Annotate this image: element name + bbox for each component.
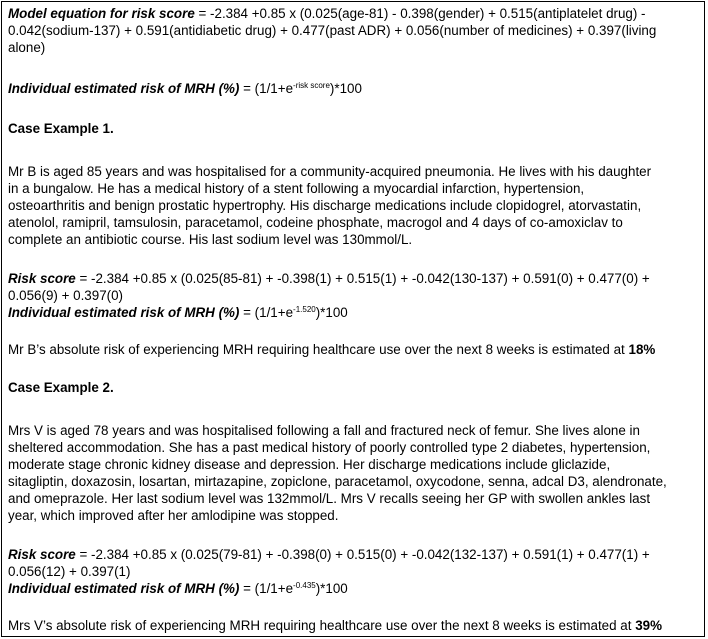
risk-formula-label: Individual estimated risk of MRH (%) — [8, 81, 240, 96]
case1-result-text: Mr B’s absolute risk of experiencing MRH requiring healthcare use over the next 8 weeks is estimated at — [8, 342, 625, 357]
case1-result — [8, 341, 655, 358]
case2-risk-pre: = (1/1+e — [243, 581, 294, 596]
case1-risk-formula — [8, 304, 348, 321]
case1-score-line-2: 0.056(9) + 0.397(0) — [8, 288, 124, 303]
case2-score-text-1: = -2.384 +0.85 x (0.025(79-81) + -0.398(0) + 0.515(0) + -0.042(132-137) + 0.591(1) + 0.477(1) + — [79, 547, 650, 562]
case1-result-value: 18% — [628, 342, 656, 357]
case2-text-line: Mrs V is aged 78 years and was hospitalised following a fall and fractured neck of femur. She lives alone in — [8, 423, 640, 438]
case1-text-line: Mr B is aged 85 years and was hospitalised for a community-acquired pneumonia. He lives with his daughter — [8, 164, 652, 179]
case1-score-text-1: = -2.384 +0.85 x (0.025(85-81) + -0.398(1) + 0.515(1) + -0.042(130-137) + 0.591(0) + 0.477(0) + — [79, 271, 650, 286]
case1-risk-label: Individual estimated risk of MRH (%) — [8, 305, 240, 320]
case2-score-label: Risk score — [8, 547, 76, 562]
case1-risk-post: )*100 — [315, 305, 348, 320]
case2-text-line: and omeprazole. Her last sodium level was 132mmol/L. Mrs V recalls seeing her GP with swollen ankles last — [8, 491, 651, 506]
case2-score-line-1 — [8, 546, 650, 563]
case2-text-line: sitagliptin, doxazosin, losartan, mirtazapine, zopiclone, paracetamol, oxycodone, senna, adcal D3, alendronate, — [8, 474, 667, 489]
case2-result — [8, 617, 662, 634]
risk-formula-post: )*100 — [329, 81, 362, 96]
case2-result-text: Mrs V’s absolute risk of experiencing MRH requiring healthcare use over the next 8 weeks is estimated at — [8, 618, 632, 633]
model-equation-line-1 — [8, 5, 646, 22]
case1-text-line: complete an antibiotic course. His last sodium level was 130mmol/L. — [8, 232, 413, 247]
case2-text-line: moderate stage chronic kidney disease and depression. Her discharge medications include gliclazide, — [8, 457, 611, 472]
case2-risk-post: )*100 — [315, 581, 348, 596]
model-equation-line-2: 0.042(sodium-137) + 0.591(antidiabetic drug) + 0.477(past ADR) + 0.056(number of medicines) + 0.397(living — [8, 23, 657, 38]
case2-heading: Case Example 2. — [8, 380, 114, 395]
risk-formula-exponent: -risk score — [293, 81, 330, 90]
case1-heading: Case Example 1. — [8, 121, 114, 136]
case2-risk-exponent: -0.435 — [293, 581, 316, 590]
case2-score-line-2: 0.056(12) + 0.397(1) — [8, 564, 131, 579]
risk-formula — [8, 80, 362, 97]
case2-result-value: 39% — [635, 618, 663, 633]
case1-risk-exponent: -1.520 — [293, 305, 316, 314]
model-equation-label: Model equation for risk score — [8, 6, 195, 21]
case2-risk-formula — [8, 580, 348, 597]
case1-text-line: in a bungalow. He has a medical history of a stent following a myocardial infarction, hypertension, — [8, 181, 585, 196]
case1-text-line: osteoarthritis and benign prostatic hypertrophy. His discharge medications include clopidogrel, atorvastatin, — [8, 198, 642, 213]
case1-score-label: Risk score — [8, 271, 76, 286]
case1-risk-pre: = (1/1+e — [243, 305, 294, 320]
case2-text-line: sheltered accommodation. She has a past medical history of poorly controlled type 2 diabetes, hypertension, — [8, 440, 651, 455]
risk-formula-pre: = (1/1+e — [243, 81, 294, 96]
case1-text-line: atenolol, ramipril, tamsulosin, paracetamol, codeine phosphate, macrogol and 4 days of co-amoxiclav to — [8, 215, 623, 230]
model-equation-line-3: alone) — [8, 40, 46, 55]
case2-risk-label: Individual estimated risk of MRH (%) — [8, 581, 240, 596]
model-equation-text-1: = -2.384 +0.85 x (0.025(age-81) - 0.398(gender) + 0.515(antiplatelet drug) - — [198, 6, 646, 21]
case2-text-line: year, which improved after her amlodipine was stopped. — [8, 508, 339, 523]
case1-score-line-1 — [8, 270, 650, 287]
